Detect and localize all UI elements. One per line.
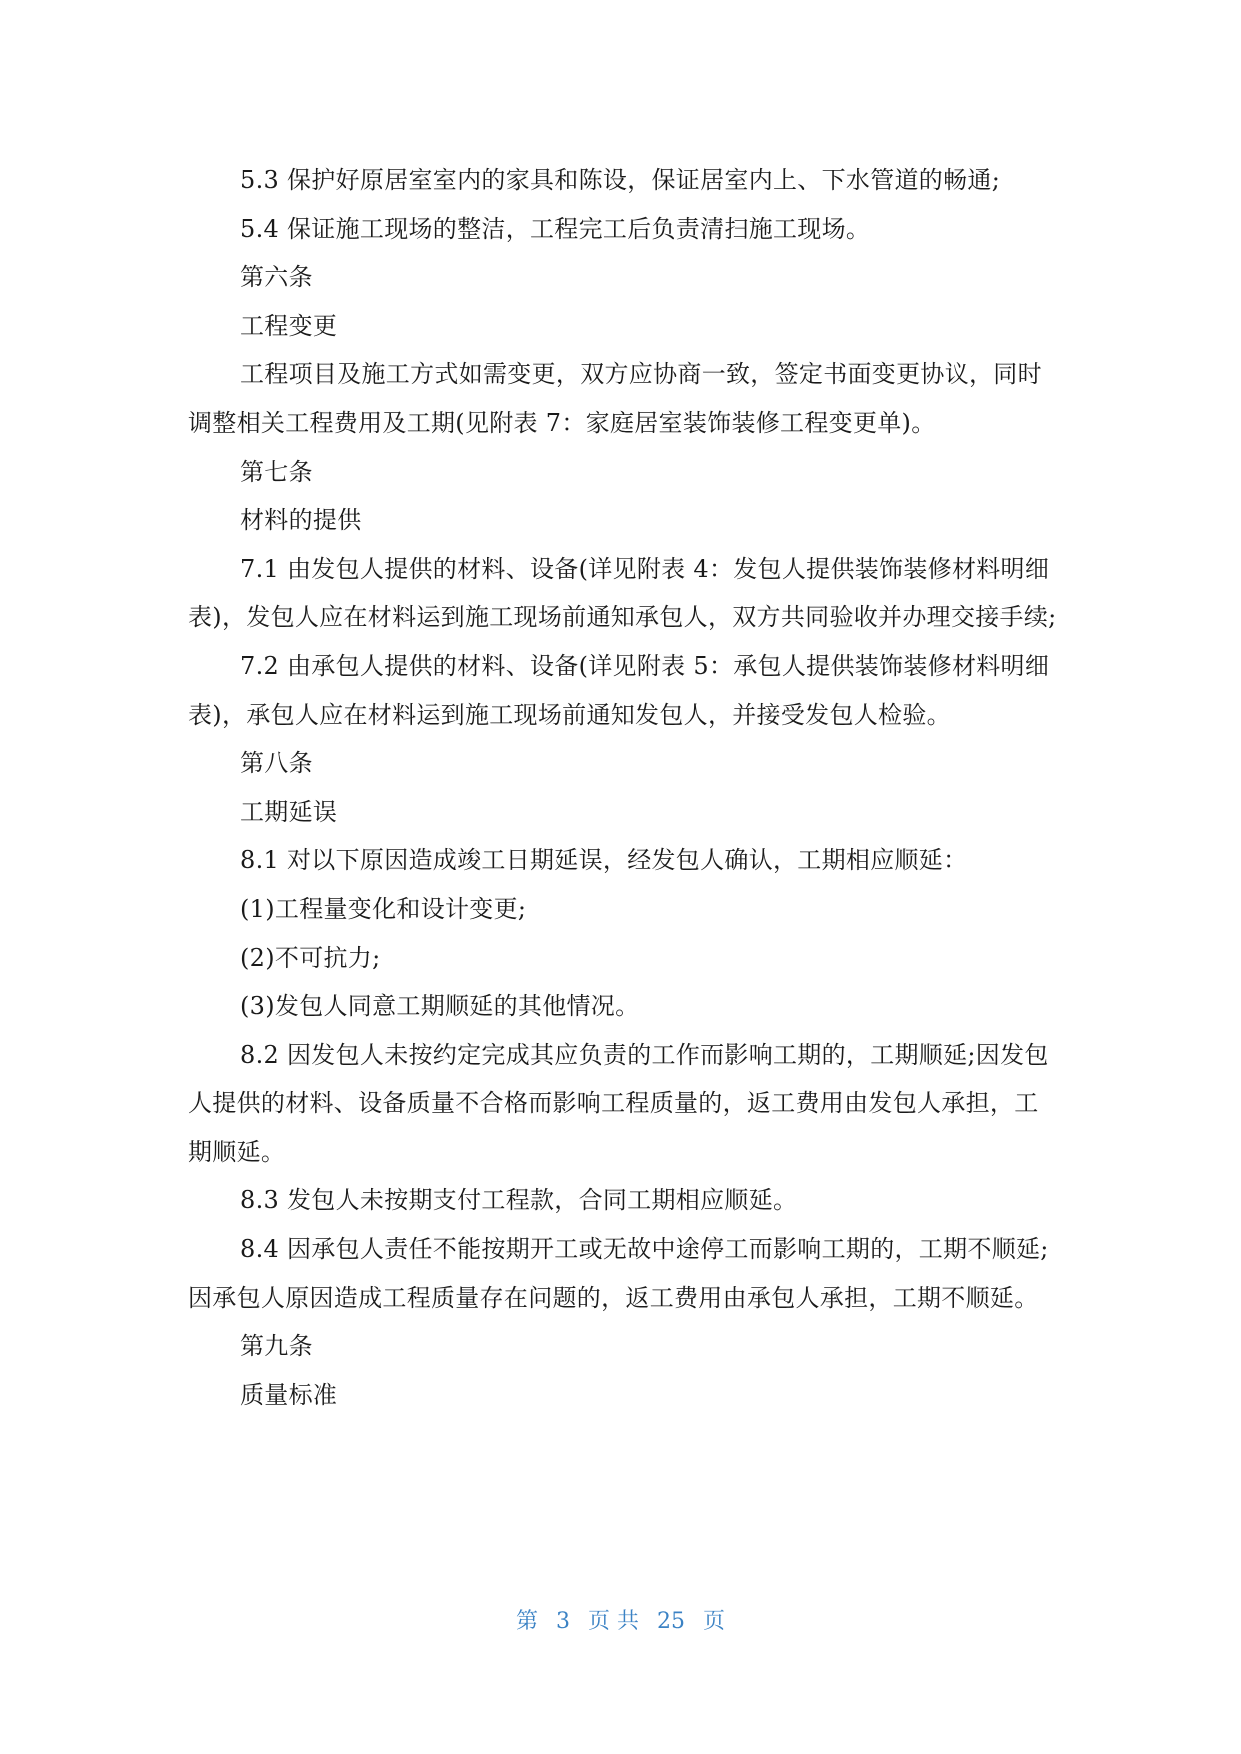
article-6-heading: 第六条	[240, 263, 313, 292]
article-8-title: 工期延误	[240, 797, 338, 826]
clause-8-1: 8.1 对以下原因造成竣工日期延误，经发包人确认，工期相应顺延：	[240, 846, 968, 875]
footer-total-pages: 25	[657, 1609, 685, 1634]
clause-8-3: 8.3 发包人未按期支付工程款，合同工期相应顺延。	[240, 1186, 798, 1215]
footer-middle: 页 共	[588, 1609, 639, 1634]
footer-suffix: 页	[703, 1609, 726, 1634]
article-9-heading: 第九条	[240, 1332, 313, 1361]
document-body	[188, 156, 1058, 1419]
article-6-body: 工程项目及施工方式如需变更，双方应协商一致，签定书面变更协议，同时调整相关工程费用及工期(见附表 7：家庭居室装饰装修工程变更单)。	[188, 360, 1042, 437]
clause-8-1-item-3: (3)发包人同意工期顺延的其他情况。	[240, 992, 640, 1021]
page-footer	[0, 1604, 1241, 1635]
clause-7-2: 7.2 由承包人提供的材料、设备(详见附表 5：承包人提供装饰装修材料明细表)，承包人应在材料运到施工现场前通知发包人，并接受发包人检验。	[188, 651, 1050, 729]
clause-5-3: 5.3 保护好原居室室内的家具和陈设，保证居室内上、下水管道的畅通;	[240, 166, 1001, 194]
clause-8-1-item-2: (2)不可抗力;	[240, 943, 381, 972]
article-7-title: 材料的提供	[240, 506, 362, 535]
clause-5-4: 5.4 保证施工现场的整洁，工程完工后负责清扫施工现场。	[240, 214, 871, 243]
clause-8-4: 8.4 因承包人责任不能按期开工或无故中途停工而影响工期的，工期不顺延;因承包人原因造成工程质量存在问题的，返工费用由承包人承担，工期不顺延。	[188, 1235, 1049, 1312]
clause-8-2: 8.2 因发包人未按约定完成其应负责的工作而影响工期的，工期顺延;因发包人提供的材料、设备质量不合格而影响工程质量的，返工费用由发包人承担，工期顺延。	[188, 1040, 1049, 1166]
article-7-heading: 第七条	[240, 457, 313, 486]
clause-7-1: 7.1 由发包人提供的材料、设备(详见附表 4：发包人提供装饰装修材料明细表)，发包人应在材料运到施工现场前通知承包人，双方共同验收并办理交接手续;	[188, 554, 1057, 632]
footer-current-page: 3	[556, 1609, 570, 1634]
article-6-title: 工程变更	[240, 311, 338, 340]
footer-prefix: 第	[515, 1609, 538, 1634]
article-8-heading: 第八条	[240, 749, 313, 778]
article-9-title: 质量标准	[240, 1380, 338, 1409]
clause-8-1-item-1: (1)工程量变化和设计变更;	[240, 894, 527, 923]
